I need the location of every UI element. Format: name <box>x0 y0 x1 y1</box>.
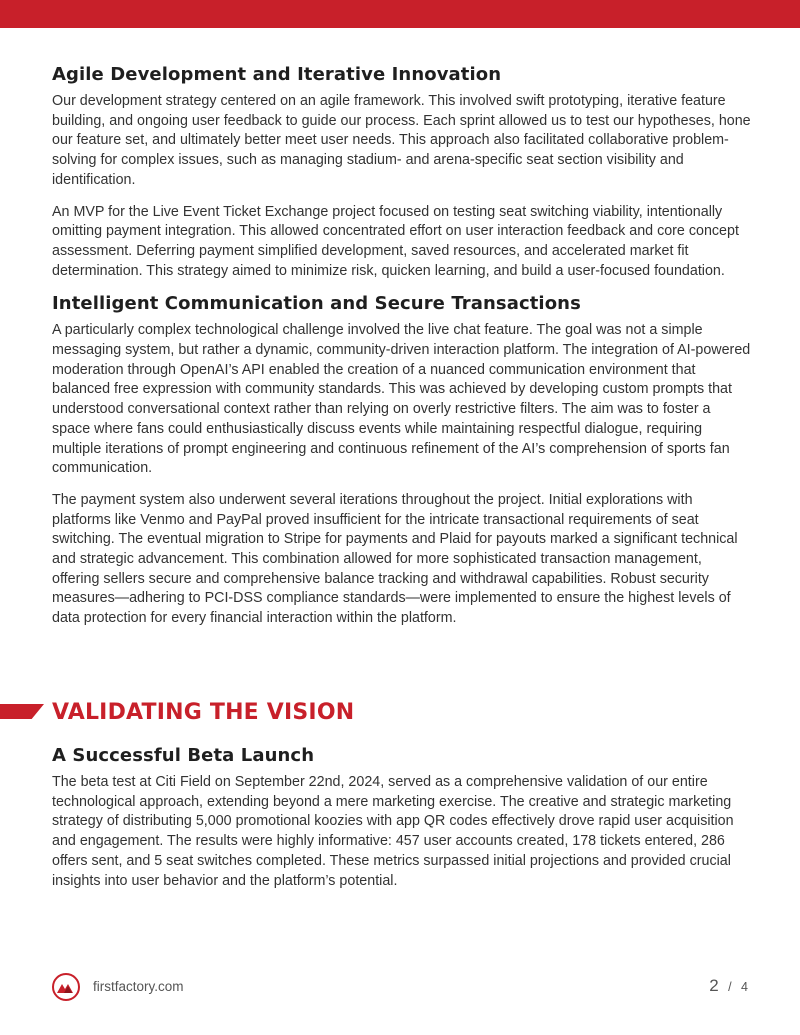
main-content <box>52 64 752 641</box>
banner-title: VALIDATING THE VISION <box>52 700 355 725</box>
firstfactory-logo-icon <box>52 973 80 1001</box>
section-heading-beta: A Successful Beta Launch <box>52 745 315 766</box>
page-total: 4 <box>741 980 748 994</box>
paragraph-agile-1: Our development strategy centered on an agile framework. This involved swift prototyping, iterative feature building, and ongoing user feedback to guide our process. Each sprint allowed us to test our hypotheses, hone our feature set, and ultimately better meet user needs. This approach also facilitated collaborative problem-solving for complex issues, such as managing stadium- and arena-specific seat section visibility and identification. <box>52 93 751 188</box>
paragraph-agile-2: An MVP for the Live Event Ticket Exchange project focused on testing seat switching viability, intentionally omitting payment integration. This allowed concentrated effort on user interaction feedback and core concept assessment. Deferring payment simplified development, saved resources, and accelerated market fit determination. This strategy aimed to minimize risk, quicken learning, and build a user-focused foundation. <box>52 203 739 279</box>
paragraph-communication-2: The payment system also underwent several iterations throughout the project. Initial explorations with platforms like Venmo and PayPal proved insufficient for the intricate transactional requirements of seat switching. The eventual migration to Stripe for payments and Plaid for payouts marked a significant technical and strategic advancement. This combination allowed for more sophisticated transaction management, offering sellers secure and comprehensive balance tracking and withdrawal capabilities. Robust security measures—adhering to PCI-DSS compliance standards—were implemented to ensure the highest levels of data protection for every financial interaction within the platform. <box>52 491 738 627</box>
paragraph-beta-1: The beta test at Citi Field on September 22nd, 2024, served as a comprehensive validation of our entire technological approach, extending beyond a mere marketing exercise. The creative and strategic marketing strategy of distributing 5,000 promotional koozies with app QR codes effectively drove rapid user acquisition and engagement. The results were highly informative: 457 user accounts created, 178 tickets entered, 286 offers sent, and 5 seat switches completed. These metrics surpassed initial projections and provided crucial insights into user behavior and the platform’s potential. <box>52 774 734 889</box>
section-heading-agile: Agile Development and Iterative Innovation <box>52 64 502 85</box>
logo-mark-icon <box>56 980 76 994</box>
page-number <box>709 976 748 996</box>
paragraph-communication-1: A particularly complex technological challenge involved the live chat feature. The goal was not a simple messaging system, but rather a dynamic, community-driven interaction platform. The integration of AI-powered moderation through OpenAI’s API enabled the creation of a nuanced communication environment that balanced free expression with community standards. This was achieved by developing custom prompts that understood conversational context rather than relying on overly restrictive filters. The aim was to foster a space where fans could enthusiastically discuss events while maintaining respectful dialogue, requiring multiple iterations of prompt engineering and continuous refinement of the AI’s comprehension of sports fan communication. <box>52 322 751 477</box>
beta-content <box>52 745 752 903</box>
footer-url: firstfactory.com <box>93 979 184 994</box>
top-accent-bar <box>0 0 800 28</box>
page-current: 2 <box>709 976 719 995</box>
section-heading-communication: Intelligent Communication and Secure Transactions <box>52 293 581 315</box>
section-banner <box>0 700 800 732</box>
page-separator: / <box>728 980 732 994</box>
banner-flag-shape <box>0 704 44 719</box>
